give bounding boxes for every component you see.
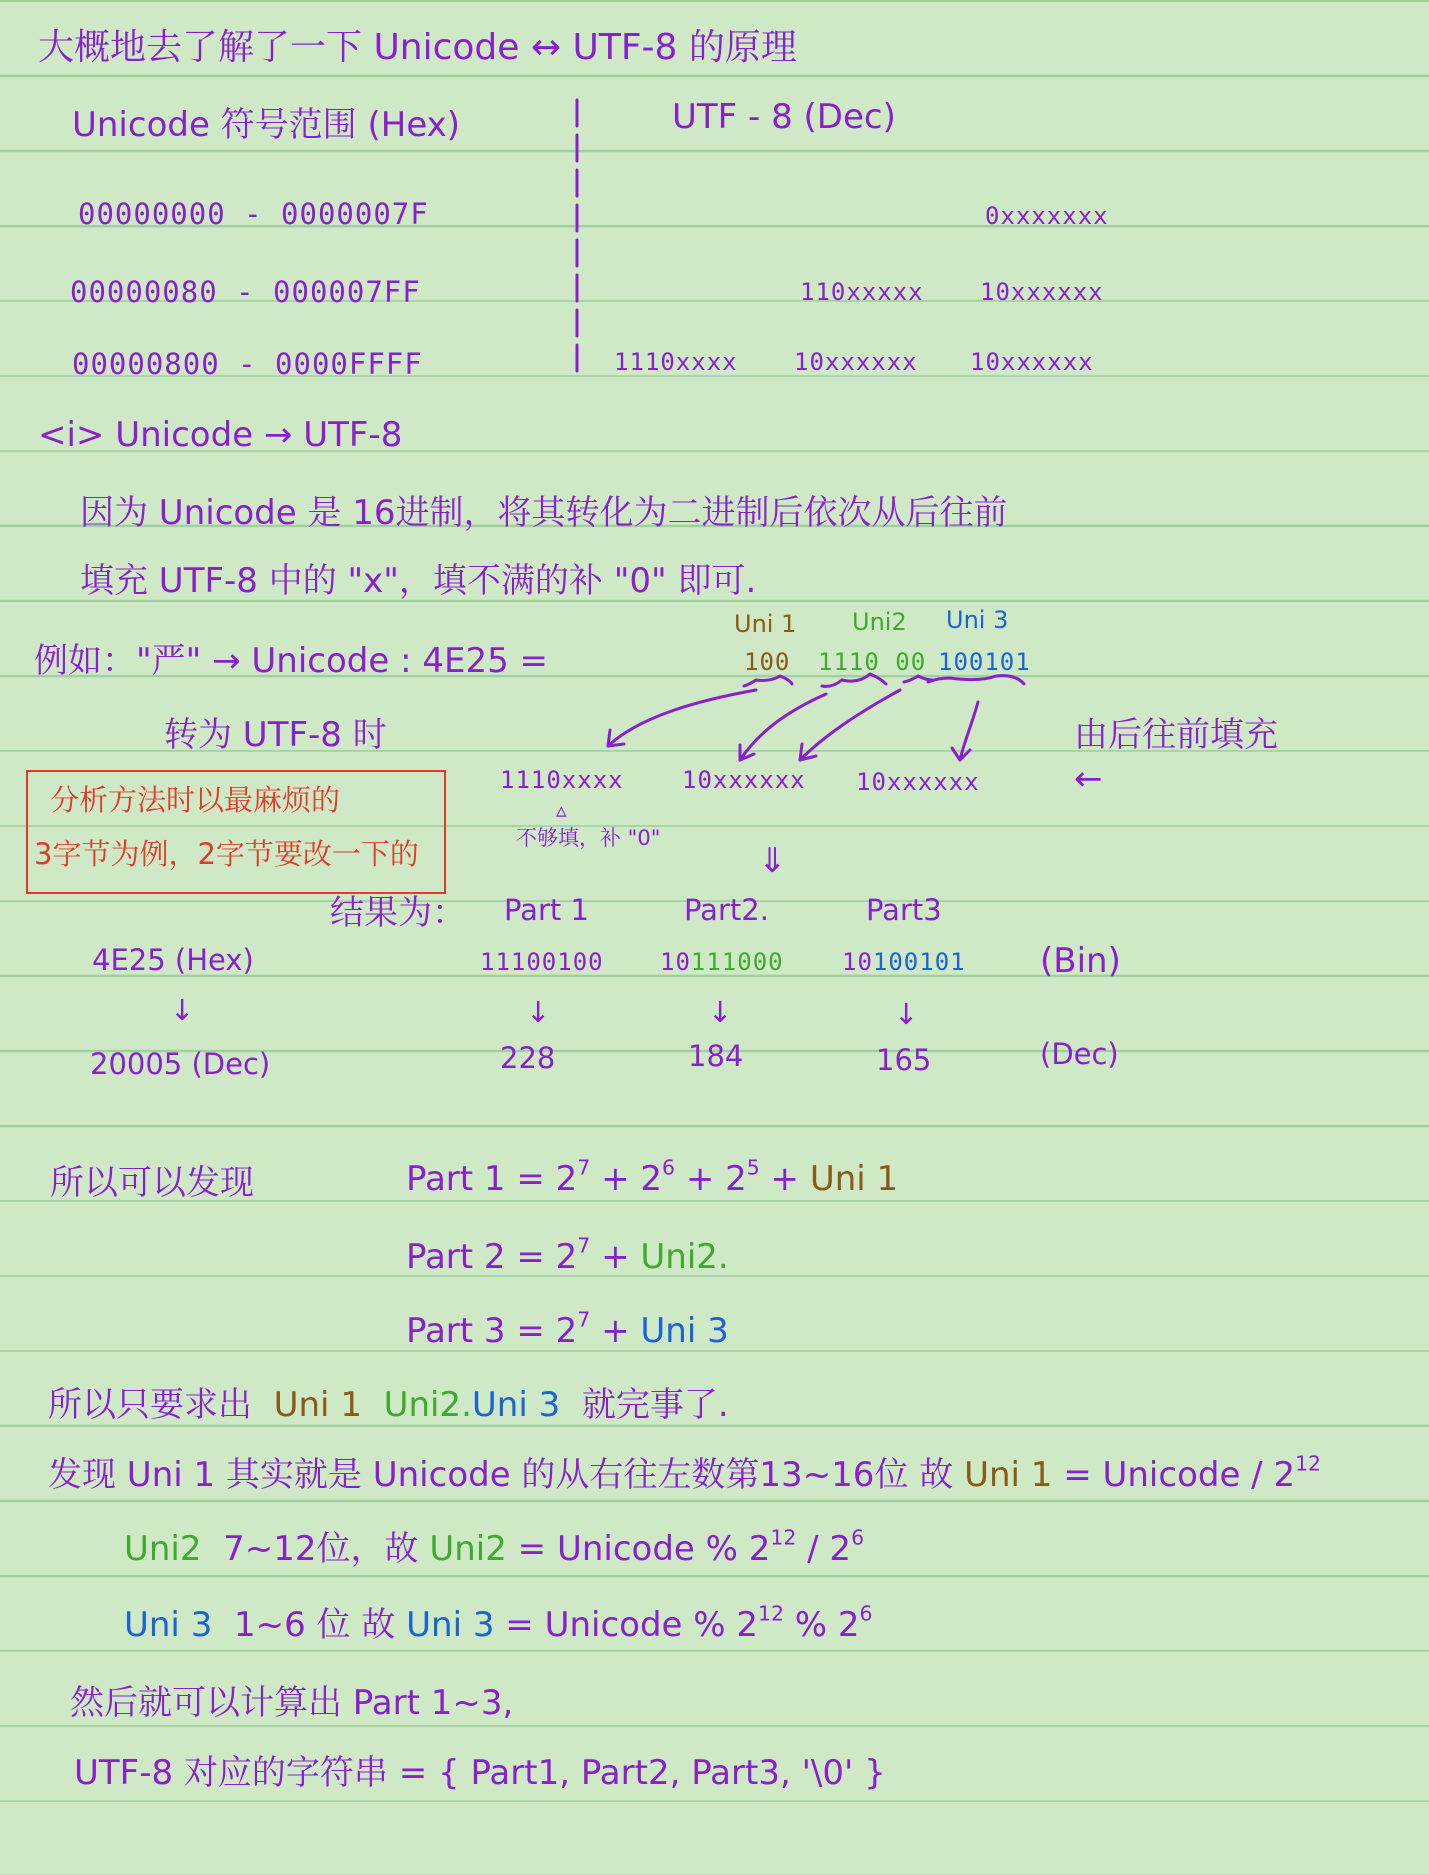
bits-uni2: 1110 00 (818, 648, 927, 676)
label-uni3: Uni 3 (946, 606, 1009, 634)
formula-part2: Part $2 = 2^7 + Uni2$. (406, 1233, 729, 1277)
formula-part1: Part $1 = 2^7 + 2^6 + 2^5$ + Uni 1 (406, 1155, 899, 1199)
section-text-line-2: 填充 UTF-8 中的 "x"，填不满的补 "0" 即可. (80, 561, 757, 601)
pad-zero-note: 不够填，补 "0" (516, 826, 661, 850)
brace-uni2 (822, 674, 886, 686)
part3-binary: 10100101 (842, 948, 966, 976)
formula-intro: 所以可以发现 (50, 1163, 254, 1203)
table-row-1-byte3: 0xxxxxxx (985, 202, 1109, 230)
part1-decimal: 228 (500, 1041, 556, 1075)
part1-label: Part 1 (504, 893, 589, 927)
analysis-note-line-1: 分析方法时以最麻烦的 (50, 783, 341, 817)
arrow-uni1-to-byte1 (608, 690, 756, 746)
table-row-2-byte3: 10xxxxxx (980, 278, 1104, 306)
table-row-3-byte2: 10xxxxxx (794, 348, 918, 376)
conclusion-line-2: 发现 Uni 1 其实就是 Unicode 的从右往左数第13~16位 故 Uni 1 = Unicode / $2^{12}$ (48, 1451, 1322, 1495)
brace-uni3 (928, 676, 1024, 684)
down-arrow-icon: ↓ (526, 995, 551, 1029)
decimal-value: 20005 (Dec) (90, 1047, 271, 1081)
table-header-right: UTF - 8 (Dec) (672, 97, 896, 137)
table-row-2-range: 00000080 - 000007FF (70, 275, 421, 309)
caret-icon: ▵ (556, 798, 567, 822)
to-utf8-label: 转为 UTF-8 时 (164, 715, 387, 755)
part1-binary: 11100100 (480, 948, 604, 976)
bits-uni1: 100 (744, 648, 791, 676)
table-row-3-byte1: 1110xxxx (614, 348, 738, 376)
page-title: 大概地去了解了一下 Unicode ↔ UTF-8 的原理 (38, 27, 797, 68)
result-label: 结果为： (330, 893, 466, 933)
bits-uni3: 100101 (938, 648, 1031, 676)
part2-label: Part2. (684, 893, 769, 927)
conclusion-line-4: Uni 3 1~6 位 故 Uni 3 = Unicode % $2^{12}$ % $2^6$ (124, 1601, 873, 1645)
example-prefix: 例如："严" → Unicode : 4E25 = (34, 641, 549, 681)
part2-decimal: 184 (688, 1039, 744, 1073)
down-arrow-icon: ↓ (170, 993, 195, 1027)
brace-uni1 (744, 676, 792, 686)
label-uni1: Uni 1 (734, 610, 797, 638)
utf8-template-byte1: 1110xxxx (500, 766, 624, 794)
table-row-2-byte2: 110xxxxx (800, 278, 924, 306)
down-arrow-icon: ↓ (894, 997, 919, 1031)
dec-unit: (Dec) (1040, 1037, 1119, 1071)
section-text-line-1: 因为 Unicode 是 16进制，将其转化为二进制后依次从后往前 (80, 493, 1008, 533)
table-row-3-byte3: 10xxxxxx (970, 348, 1094, 376)
table-row-3-range: 00000800 - 0000FFFF (72, 347, 423, 381)
conclusion-line-3: Uni2 7~12位，故 Uni2 = Unicode % $2^{12} / 2^6$ (124, 1525, 865, 1569)
table-header-left: Unicode 符号范围 (Hex) (72, 105, 461, 145)
bin-unit: (Bin) (1040, 941, 1121, 981)
formula-part3: Part $3 = 2^7$ + Uni 3 (406, 1307, 729, 1351)
conclusion-line-1: 所以只要求出 Uni 1 Uni2.Uni 3 就完事了. (48, 1385, 729, 1425)
utf8-template-byte2: 10xxxxxx (682, 766, 806, 794)
hex-value: 4E25 (Hex) (92, 943, 254, 977)
conclusion-line-6: UTF-8 对应的字符串 = { Part1, Part2, Part3, '\0' } (74, 1753, 886, 1793)
left-arrow-icon: ← (1074, 759, 1103, 799)
section-heading: <i> Unicode → UTF-8 (38, 415, 403, 455)
fill-direction-note: 由后往前填充 (1074, 715, 1278, 755)
part2-binary: 10111000 (660, 948, 784, 976)
conclusion-line-5: 然后就可以计算出 Part 1~3, (70, 1683, 514, 1723)
label-uni2: Uni2 (852, 608, 907, 636)
part3-decimal: 165 (876, 1043, 932, 1077)
arrow-uni2-to-byte2-a (740, 694, 826, 760)
analysis-note-line-2: 3字节为例，2字节要改一下的 (34, 837, 419, 871)
part3-label: Part3 (866, 893, 942, 927)
utf8-template-byte3: 10xxxxxx (856, 768, 980, 796)
down-arrow-icon: ↓ (708, 995, 733, 1029)
double-down-arrow-icon: ⇓ (758, 841, 787, 881)
table-row-1-range: 00000000 - 0000007F (78, 197, 429, 231)
